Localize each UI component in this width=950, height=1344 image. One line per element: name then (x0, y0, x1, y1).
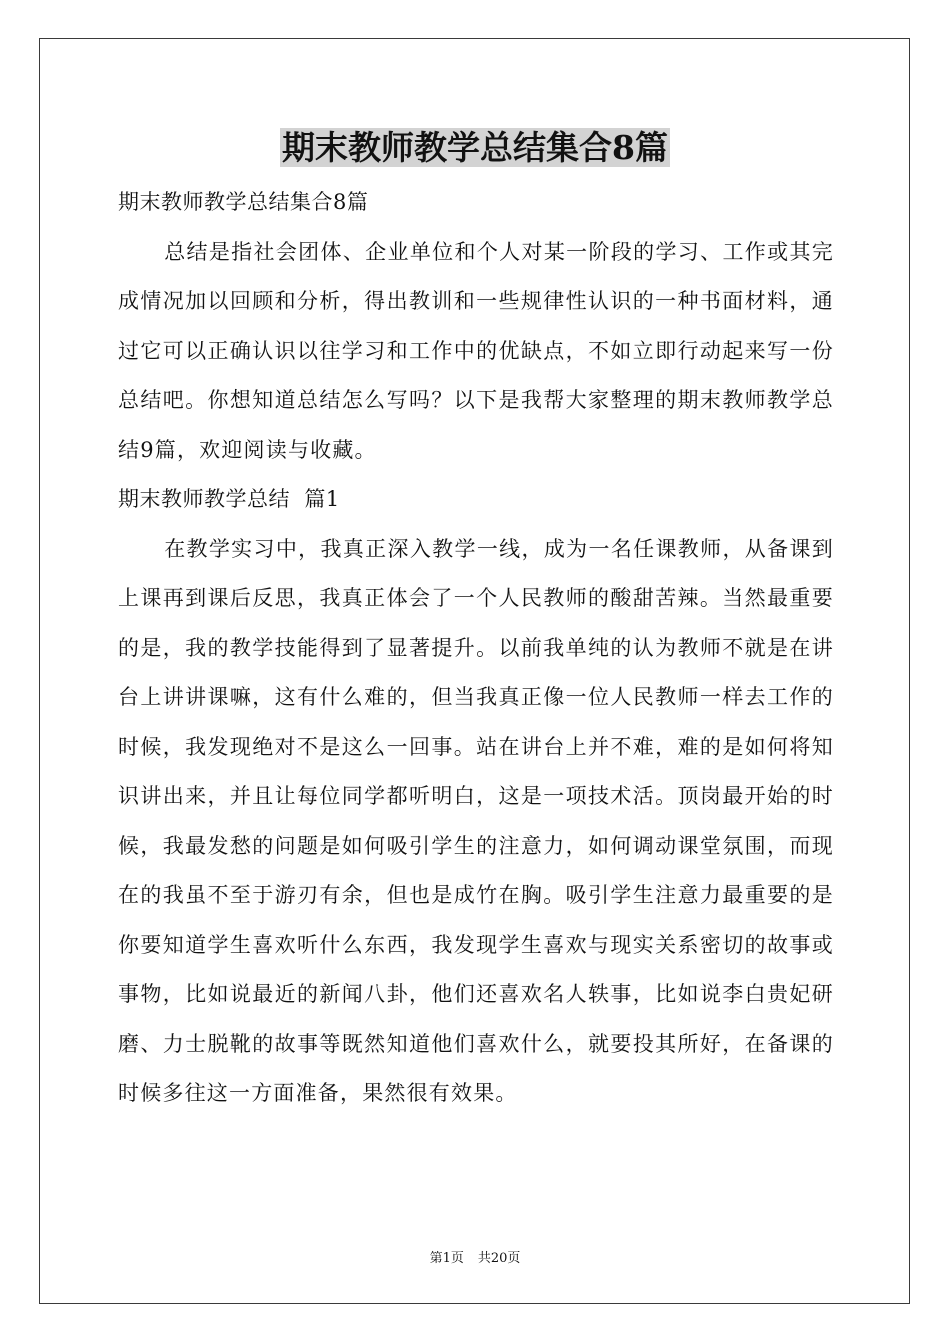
section-paragraph: 在教学实习中，我真正深入教学一线，成为一名任课教师，从备课到上课再到课后反思，我真正体会了一个人民教师的酸甜苦辣。当然最重要的是，我的教学技能得到了显著提升。以前我单纯的认为教师不就是在讲台上讲讲课嘛，这有什么难的，但当我真正像一位人民教师一样去工作的时候，我发现绝对不是这么一回事。站在讲台上并不难，难的是如何将知识讲出来，并且让每位同学都听明白，这是一项技术活。顶岗最开始的时候，我最发愁的问题是如何吸引学生的注意力，如何调动课堂氛围，而现在的我虽不至于游刃有余，但也是成竹在胸。吸引学生注意力最重要的是你要知道学生喜欢听什么东西，我发现学生喜欢与现实关系密切的故事或事物，比如说最近的新闻八卦，他们还喜欢名人轶事，比如说李白贵妃研磨、力士脱靴的故事等既然知道他们喜欢什么，就要投其所好，在备课的时候多往这一方面准备，果然很有效果。 (118, 536, 834, 1105)
document-title (0, 126, 950, 170)
section-heading: 期末教师教学总结 篇1 (118, 487, 340, 511)
page-footer (0, 1247, 950, 1266)
document-subtitle: 期末教师教学总结集合8篇 (118, 190, 369, 214)
document-body (118, 178, 834, 1119)
page-total: 共20页 (477, 1251, 521, 1266)
document-title-text: 期末教师教学总结集合8篇 (282, 128, 668, 167)
page-number: 第1页 (429, 1251, 464, 1266)
intro-paragraph: 总结是指社会团体、企业单位和个人对某一阶段的学习、工作或其完成情况加以回顾和分析，得出教训和一些规律性认识的一种书面材料，通过它可以正确认识以往学习和工作中的优缺点，不如立即行动起来写一份总结吧。你想知道总结怎么写吗？以下是我帮大家整理的期末教师教学总结9篇，欢迎阅读与收藏。 (118, 239, 834, 462)
